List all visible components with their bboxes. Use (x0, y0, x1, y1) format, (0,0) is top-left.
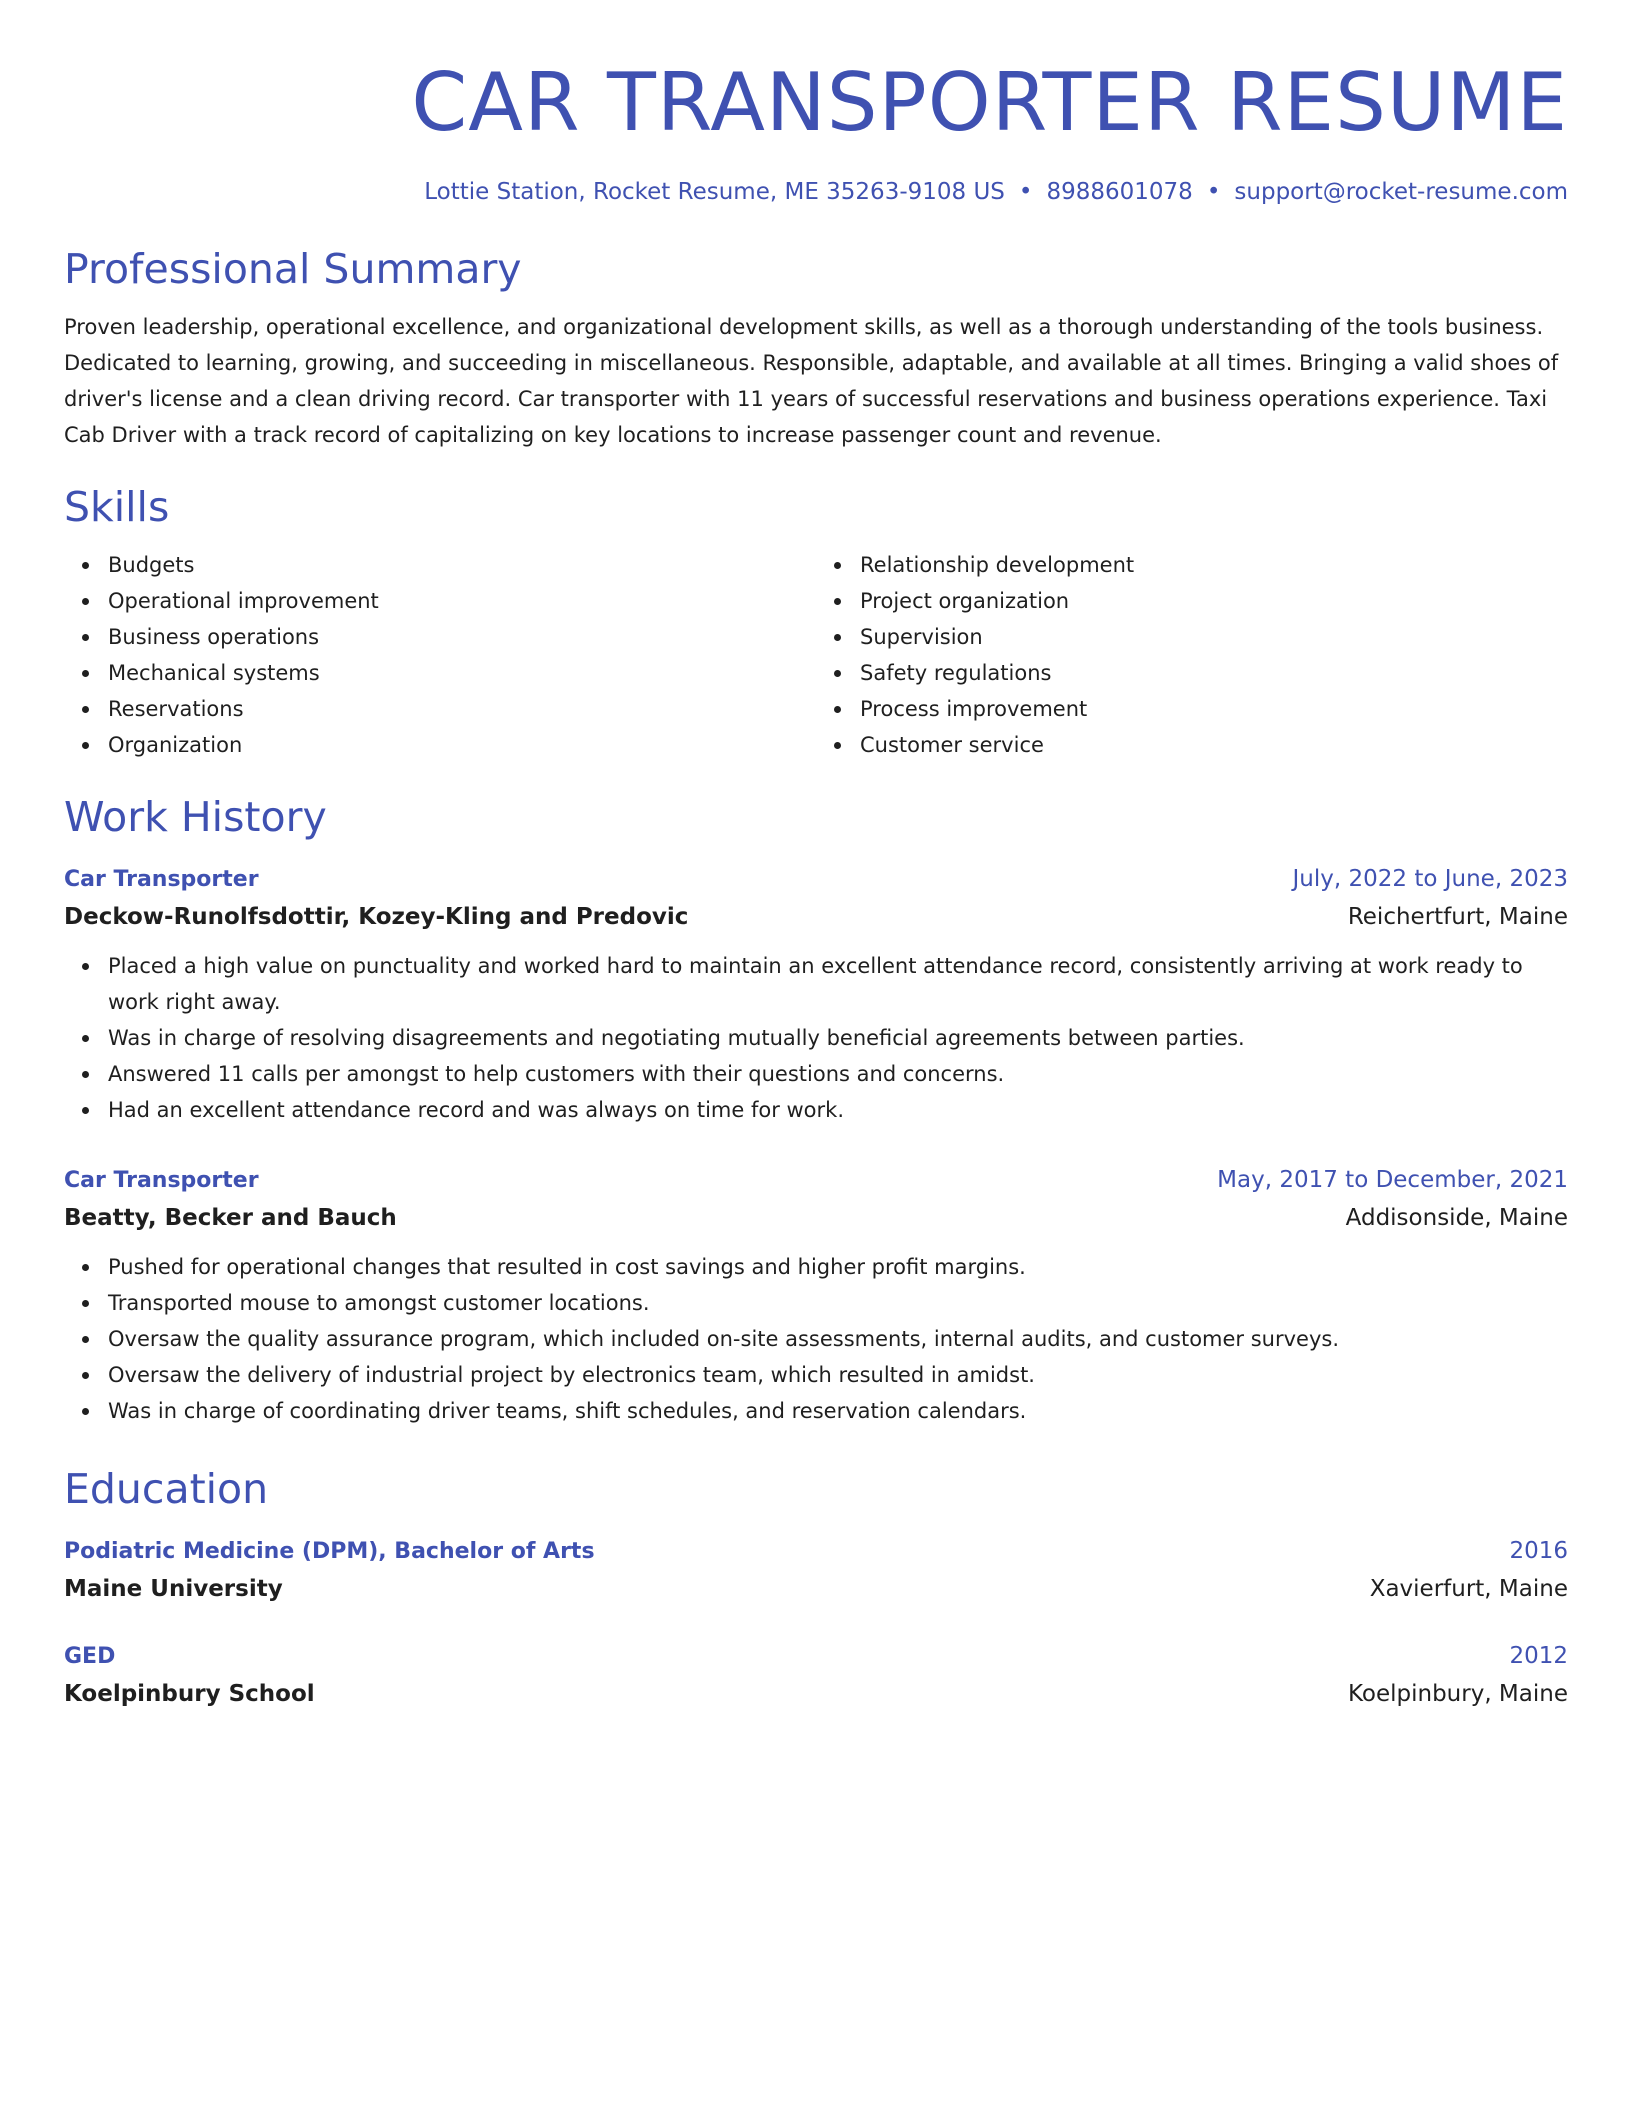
contact-address: Lottie Station, Rocket Resume, ME 35263-9108 US (424, 179, 1005, 205)
education-location: Xavierfurt, Maine (1369, 1576, 1568, 1602)
job-bullet: Had an excellent attendance record and was always on time for work. (108, 1092, 1568, 1128)
job-entry (64, 861, 1568, 1128)
job-employer-row (64, 898, 1568, 936)
skills-column-right (816, 547, 1568, 763)
education-header-row (64, 1638, 1568, 1675)
education-entry (64, 1533, 1568, 1608)
job-employer-row (64, 1199, 1568, 1237)
contact-phone: 8988601078 (1046, 179, 1193, 205)
education-school: Koelpinbury School (64, 1681, 315, 1707)
contact-line (64, 177, 1568, 207)
job-bullets (64, 1249, 1568, 1429)
job-title: Car Transporter (64, 867, 259, 892)
job-bullet: Answered 11 calls per amongst to help customers with their questions and concerns. (108, 1056, 1568, 1092)
education-year: 2016 (1509, 1538, 1568, 1564)
resume-title: CAR TRANSPORTER RESUME (411, 56, 1568, 149)
education-degree: Podiatric Medicine (DPM), Bachelor of Arts (64, 1539, 595, 1564)
skill-item: Project organization (860, 583, 1568, 619)
skill-item: Relationship development (860, 547, 1568, 583)
skill-item: Supervision (860, 619, 1568, 655)
job-bullets (64, 948, 1568, 1128)
contact-email: support@rocket-resume.com (1234, 179, 1568, 205)
job-dates: July, 2022 to June, 2023 (1292, 866, 1568, 892)
skill-item: Organization (108, 727, 816, 763)
education-school-row (64, 1675, 1568, 1713)
job-bullet: Transported mouse to amongst customer locations. (108, 1285, 1568, 1321)
skill-item: Budgets (108, 547, 816, 583)
education-degree: GED (64, 1644, 116, 1669)
job-bullet: Oversaw the quality assurance program, which included on-site assessments, internal audits, and customer surveys. (108, 1321, 1568, 1357)
education-school: Maine University (64, 1576, 283, 1602)
skills-grid (64, 547, 1568, 763)
job-title: Car Transporter (64, 1168, 259, 1193)
skill-item: Safety regulations (860, 655, 1568, 691)
skills-heading: Skills (64, 483, 170, 531)
job-bullet: Was in charge of coordinating driver teams, shift schedules, and reservation calendars. (108, 1393, 1568, 1429)
skill-item: Mechanical systems (108, 655, 816, 691)
contact-separator: • (1018, 179, 1033, 205)
skill-item: Reservations (108, 691, 816, 727)
education-location: Koelpinbury, Maine (1347, 1681, 1568, 1707)
job-employer: Beatty, Becker and Bauch (64, 1205, 397, 1231)
skill-item: Operational improvement (108, 583, 816, 619)
education-entry (64, 1638, 1568, 1713)
skill-item: Customer service (860, 727, 1568, 763)
summary-heading: Professional Summary (64, 245, 522, 293)
skill-item: Process improvement (860, 691, 1568, 727)
education-year: 2012 (1509, 1643, 1568, 1669)
summary-text: Proven leadership, operational excellence, and organizational development skills, as well as a thorough understanding of the tools business. Dedicated to learning, growing, and succeeding in miscellaneous. Responsible, adaptable, and available at all times. Bringing a valid shoes of driver's license and a clean driving record. Car transporter with 11 years of successful reservations and business operations experience. Taxi Cab Driver with a track record of capitalizing on key locations to increase passenger count and revenue. (64, 315, 1559, 447)
job-bullet: Pushed for operational changes that resulted in cost savings and higher profit margins. (108, 1249, 1568, 1285)
contact-separator: • (1206, 179, 1221, 205)
job-location: Addisonside, Maine (1345, 1205, 1568, 1231)
skills-column-left (64, 547, 816, 763)
job-bullet: Placed a high value on punctuality and worked hard to maintain an excellent attendance record, consistently arriving at work ready to work right away. (108, 948, 1568, 1020)
job-entry (64, 1162, 1568, 1429)
resume-header (64, 0, 1568, 207)
job-header-row (64, 1162, 1568, 1199)
job-header-row (64, 861, 1568, 898)
job-bullet: Was in charge of resolving disagreements and negotiating mutually beneficial agreements between parties. (108, 1020, 1568, 1056)
education-header-row (64, 1533, 1568, 1570)
job-dates: May, 2017 to December, 2021 (1217, 1167, 1568, 1193)
job-employer: Deckow-Runolfsdottir, Kozey-Kling and Predovic (64, 904, 689, 930)
education-heading: Education (64, 1465, 269, 1513)
skill-item: Business operations (108, 619, 816, 655)
work-history-heading: Work History (64, 793, 327, 841)
job-bullet: Oversaw the delivery of industrial project by electronics team, which resulted in amidst. (108, 1357, 1568, 1393)
education-school-row (64, 1570, 1568, 1608)
job-location: Reichertfurt, Maine (1347, 904, 1568, 930)
